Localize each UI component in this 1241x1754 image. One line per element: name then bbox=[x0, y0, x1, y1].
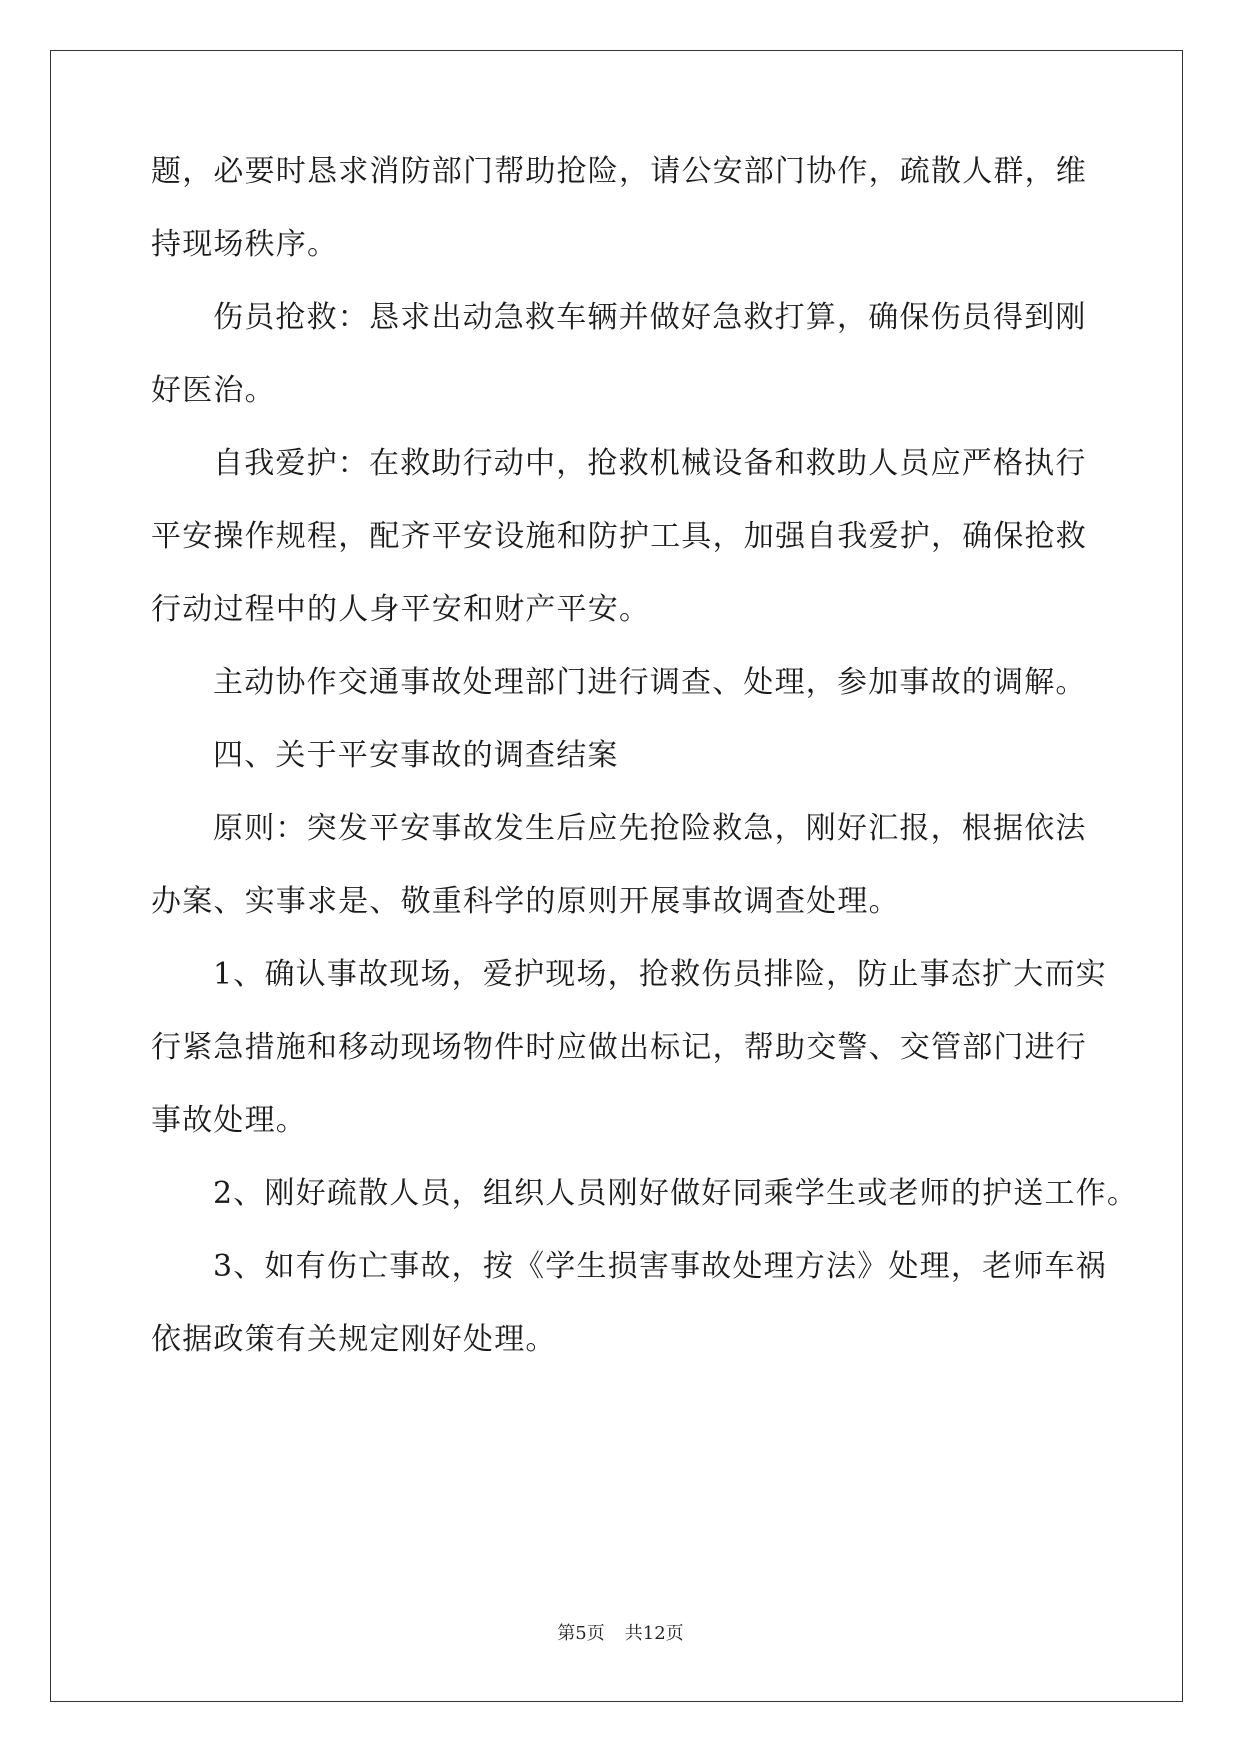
text-line: 主动协作交通事故处理部门进行调查、处理，参加事故的调解。 bbox=[213, 665, 1087, 700]
section-heading: 四、关于平安事故的调查结案 bbox=[213, 738, 619, 773]
page-footer bbox=[0, 1622, 1241, 1646]
text-line: 1、确认事故现场，爱护现场，抢救伤员排险，防止事态扩大而实 bbox=[213, 957, 1107, 992]
current-page-label: 第5页 bbox=[557, 1623, 605, 1644]
text-line: 行紧急措施和移动现场物件时应做出标记，帮助交警、交管部门进行 bbox=[151, 1030, 1087, 1065]
text-line: 好医治。 bbox=[151, 373, 276, 408]
text-line: 题，必要时恳求消防部门帮助抢险，请公安部门协作，疏散人群，维 bbox=[151, 154, 1087, 189]
text-line: 伤员抢救：恳求出动急救车辆并做好急救打算，确保伤员得到刚 bbox=[213, 300, 1087, 335]
text-line: 办案、实事求是、敬重科学的原则开展事故调查处理。 bbox=[151, 884, 900, 919]
text-line: 2、刚好疏散人员，组织人员刚好做好同乘学生或老师的护送工作。 bbox=[213, 1176, 1139, 1211]
text-line: 持现场秩序。 bbox=[151, 227, 339, 262]
total-pages-label: 共12页 bbox=[624, 1623, 684, 1644]
text-line: 行动过程中的人身平安和财产平安。 bbox=[151, 592, 651, 627]
text-line: 依据政策有关规定刚好处理。 bbox=[151, 1322, 557, 1357]
text-line: 平安操作规程，配齐平安设施和防护工具，加强自我爱护，确保抢救 bbox=[151, 519, 1087, 554]
text-line: 自我爱护：在救助行动中，抢救机械设备和救助人员应严格执行 bbox=[213, 446, 1087, 481]
text-line: 3、如有伤亡事故，按《学生损害事故处理方法》处理，老师车祸 bbox=[213, 1249, 1107, 1284]
text-line: 事故处理。 bbox=[151, 1103, 307, 1138]
text-line: 原则：突发平安事故发生后应先抢险救急，刚好汇报，根据依法 bbox=[213, 811, 1087, 846]
